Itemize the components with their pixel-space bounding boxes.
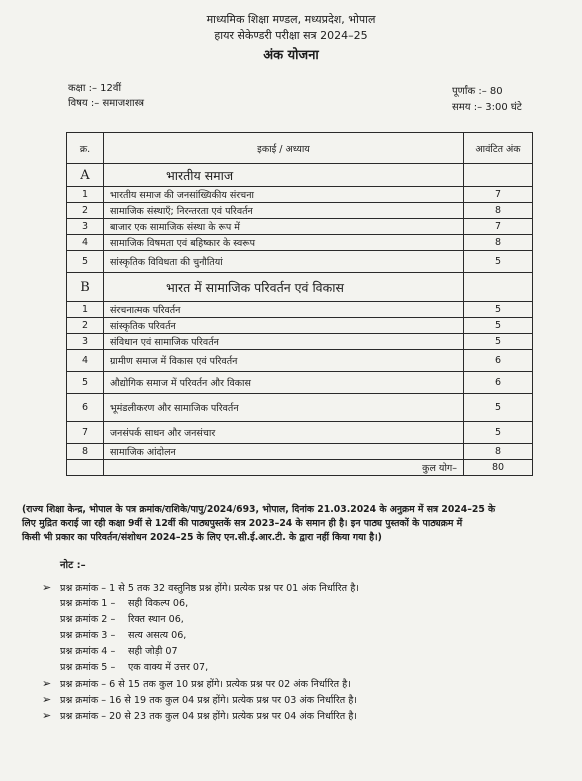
table-row [67, 251, 533, 273]
row-marks: 6 [464, 350, 533, 372]
sub-text: एक वाक्य में उत्तर 07, [128, 662, 209, 673]
total-row [67, 460, 533, 476]
row-unit: जनसंपर्क साधन और जनसंचार [104, 422, 464, 444]
table-row [67, 318, 533, 334]
list-item [42, 644, 562, 660]
table-row [67, 203, 533, 219]
list-item [42, 708, 562, 724]
table-header-row [67, 133, 533, 164]
row-number: 7 [67, 422, 104, 444]
table-row [67, 302, 533, 318]
table-row [67, 187, 533, 203]
row-marks: 5 [464, 318, 533, 334]
row-marks: 7 [464, 187, 533, 203]
section-title: भारतीय समाज [104, 164, 464, 187]
arrow-bullet-icon: ➢ [42, 677, 52, 690]
row-number: 2 [67, 318, 104, 334]
row-marks: 7 [464, 219, 533, 235]
total-label: कुल योग– [104, 460, 464, 476]
table-row [67, 350, 533, 372]
note-text: प्रश्न क्रमांक – 6 से 15 तक कुल 10 प्रश्न होंगे। प्रत्येक प्रश्न पर 02 अंक निर्धारित है। [60, 679, 351, 690]
table-row [67, 394, 533, 422]
circular-reference-paragraph [22, 503, 562, 545]
list-item [42, 660, 562, 676]
col-header-no: क्र. [67, 133, 104, 164]
list-item [42, 580, 562, 596]
row-unit: भूमंडलीकरण और सामाजिक परिवर्तन [104, 394, 464, 422]
row-marks: 5 [464, 302, 533, 318]
col-header-unit: इकाई / अध्याय [104, 133, 464, 164]
note-text: प्रश्न क्रमांक – 16 से 19 तक कुल 04 प्रश्न होंगे। प्रत्येक प्रश्न पर 03 अंक निर्धारित है। [60, 695, 358, 706]
sub-text: रिक्त स्थान 06, [128, 614, 184, 625]
row-marks: 5 [464, 422, 533, 444]
row-unit: औद्योगिक समाज में परिवर्तन और विकास [104, 372, 464, 394]
row-number: 5 [67, 372, 104, 394]
row-unit: भारतीय समाज की जनसांख्यिकीय संरचना [104, 187, 464, 203]
row-number: 3 [67, 334, 104, 350]
arrow-bullet-icon: ➢ [42, 581, 52, 594]
max-marks-label: पूर्णांक :– 80 [452, 86, 503, 97]
sub-text: सही विकल्प 06, [128, 598, 189, 609]
col-header-marks: आवंटित अंक [464, 133, 533, 164]
section-row [67, 273, 533, 302]
row-marks: 8 [464, 203, 533, 219]
section-row [67, 164, 533, 187]
paragraph-line: लिए मुद्रित कराई जा रही कक्षा 9वीं से 12वीं की पाठ्यपुस्तकें सत्र 2023–24 के समान ही है। इन पाठ्य पुस्तकों के पाठ्यक्रम में [22, 518, 463, 529]
row-unit: बाजार एक सामाजिक संस्था के रूप में [104, 219, 464, 235]
arrow-bullet-icon: ➢ [42, 693, 52, 706]
row-number: 5 [67, 251, 104, 273]
row-unit: संरचनात्मक परिवर्तन [104, 302, 464, 318]
sub-text: सत्य असत्य 06, [128, 630, 187, 641]
table-row [67, 444, 533, 460]
note-text: प्रश्न क्रमांक – 1 से 5 तक 32 वस्तुनिष्ठ प्रश्न होंगे। प्रत्येक प्रश्न पर 01 अंक निर्धारित है। [60, 583, 359, 594]
row-marks: 5 [464, 334, 533, 350]
document-title: अंक योजना [263, 48, 319, 63]
row-marks: 5 [464, 251, 533, 273]
sub-label: प्रश्न क्रमांक 2 – [60, 614, 116, 625]
row-number: 6 [67, 394, 104, 422]
table-row [67, 219, 533, 235]
sub-text: सही जोड़ी 07 [128, 646, 178, 657]
row-marks: 5 [464, 394, 533, 422]
sub-label: प्रश्न क्रमांक 1 – [60, 598, 116, 609]
row-marks: 6 [464, 372, 533, 394]
row-unit: संविधान एवं सामाजिक परिवर्तन [104, 334, 464, 350]
board-name: माध्यमिक शिक्षा मण्डल, मध्यप्रदेश, भोपाल [206, 13, 376, 26]
row-number: 8 [67, 444, 104, 460]
paragraph-line: (राज्य शिक्षा केन्द्र, भोपाल के पत्र क्रमांक/राशिके/पापु/2024/693, भोपाल, दिनांक 21.03.2024 के अनुक्रम में सत्र 2024–25 के [22, 504, 496, 515]
table-row [67, 235, 533, 251]
list-item [42, 692, 562, 708]
note-heading: नोट :– [60, 560, 86, 571]
sub-label: प्रश्न क्रमांक 4 – [60, 646, 116, 657]
row-unit: ग्रामीण समाज में विकास एवं परिवर्तन [104, 350, 464, 372]
time-label: समय :– 3:00 घंटे [452, 102, 522, 113]
table-row [67, 334, 533, 350]
note-list [42, 580, 562, 724]
row-number: 3 [67, 219, 104, 235]
row-number: 1 [67, 302, 104, 318]
marks-table [66, 132, 533, 476]
section-title: भारत में सामाजिक परिवर्तन एवं विकास [104, 273, 464, 302]
section-label: B [67, 273, 104, 302]
row-number: 1 [67, 187, 104, 203]
row-number: 2 [67, 203, 104, 219]
row-unit: सामाजिक आंदोलन [104, 444, 464, 460]
list-item [42, 676, 562, 692]
row-marks: 8 [464, 444, 533, 460]
list-item [42, 628, 562, 644]
total-value: 80 [464, 460, 533, 476]
table-row [67, 372, 533, 394]
row-unit: सामाजिक विषमता एवं बहिष्कार के स्वरूप [104, 235, 464, 251]
section-label: A [67, 164, 104, 187]
row-unit: सामाजिक संस्थाएँ; निरन्तरता एवं परिवर्तन [104, 203, 464, 219]
arrow-bullet-icon: ➢ [42, 709, 52, 722]
row-number: 4 [67, 235, 104, 251]
row-number: 4 [67, 350, 104, 372]
paragraph-line: किसी भी प्रकार का परिवर्तन/संशोधन 2024–25 के लिए एन.सी.ई.आर.टी. के द्वारा नहीं किया गया है।) [22, 532, 382, 543]
row-unit: सांस्कृतिक परिवर्तन [104, 318, 464, 334]
class-label: कक्षा :– 12वीं [68, 83, 122, 94]
list-item [42, 596, 562, 612]
note-text: प्रश्न क्रमांक – 20 से 23 तक कुल 04 प्रश्न होंगे। प्रत्येक प्रश्न पर 04 अंक निर्धारित है। [60, 711, 358, 722]
row-unit: सांस्कृतिक विविधता की चुनौतियां [104, 251, 464, 273]
sub-label: प्रश्न क्रमांक 3 – [60, 630, 116, 641]
subject-label: विषय :– समाजशास्त्र [68, 98, 145, 109]
sub-label: प्रश्न क्रमांक 5 – [60, 662, 116, 673]
row-marks: 8 [464, 235, 533, 251]
exam-session: हायर सेकेण्डरी परीक्षा सत्र 2024–25 [214, 29, 368, 42]
list-item [42, 612, 562, 628]
table-row [67, 422, 533, 444]
